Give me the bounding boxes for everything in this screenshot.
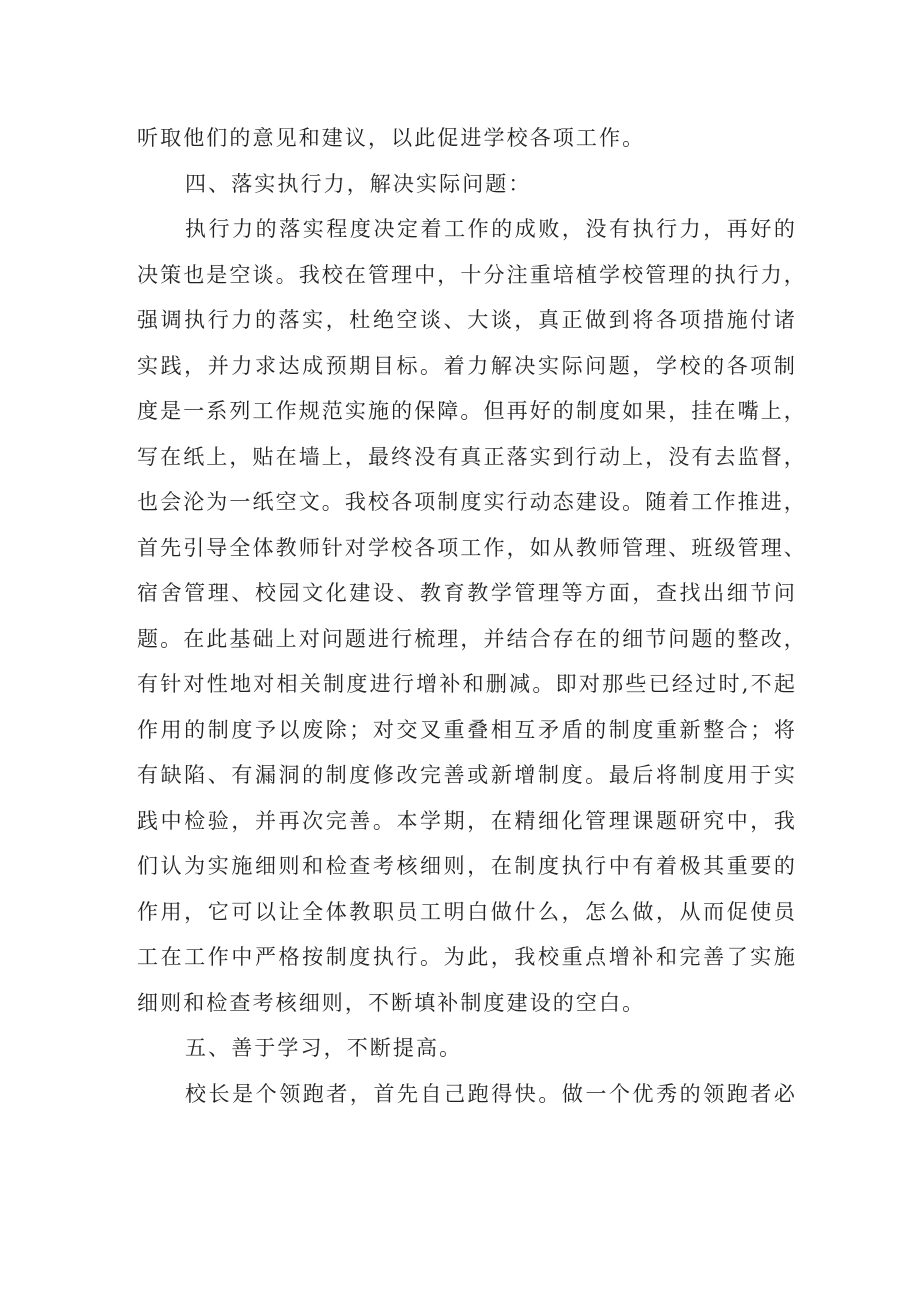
text-line: 实践，并力求达成预期目标。着力解决实际问题，学校的各项制 bbox=[137, 353, 797, 378]
text-line: 有针对性地对相关制度进行增补和删减。即对那些已经过时,不起 bbox=[137, 672, 797, 696]
text-line: 执行力的落实程度决定着工作的成败，没有执行力，再好的 bbox=[185, 217, 797, 241]
text-line: 作用的制度予以废除；对交叉重叠相互矛盾的制度重新整合；将 bbox=[137, 717, 797, 742]
text-line: 度是一系列工作规范实施的保障。但再好的制度如果，挂在嘴上， bbox=[137, 399, 807, 423]
text-line: 强调执行力的落实，杜绝空谈、大谈，真正做到将各项措施付诸 bbox=[137, 308, 797, 332]
text-line: 们认为实施细则和检查考核细则，在制度执行中有着极其重要的 bbox=[137, 854, 797, 878]
text-line: 也会沦为一纸空文。我校各项制度实行动态建设。随着工作推进， bbox=[137, 490, 807, 514]
text-line: 践中检验，并再次完善。本学期，在精细化管理课题研究中，我 bbox=[137, 808, 797, 833]
text-line: 作用，它可以让全体教职员工明白做什么，怎么做，从而促使员 bbox=[137, 899, 797, 924]
text-line: 题。在此基础上对问题进行梳理，并结合存在的细节问题的整改， bbox=[137, 626, 807, 651]
section-heading-4: 四、落实执行力，解决实际问题： bbox=[185, 171, 532, 196]
text-line: 有缺陷、有漏洞的制度修改完善或新增制度。最后将制度用于实 bbox=[137, 763, 797, 787]
section-heading-5: 五、善于学习，不断提高。 bbox=[185, 1036, 463, 1060]
body-text bbox=[137, 116, 807, 1117]
text-line: 听取他们的意见和建议，以此促进学校各项工作。 bbox=[137, 126, 646, 150]
text-line: 宿舍管理、校园文化建设、教育教学管理等方面，查找出细节问 bbox=[137, 581, 797, 605]
text-line: 写在纸上，贴在墙上，最终没有真正落实到行动上，没有去监督， bbox=[137, 444, 807, 469]
text-line: 决策也是空谈。我校在管理中，十分注重培植学校管理的执行力， bbox=[137, 262, 807, 287]
text-line: 工在工作中严格按制度执行。为此，我校重点增补和完善了实施 bbox=[137, 945, 797, 969]
text-line: 校长是个领跑者，首先自己跑得快。做一个优秀的领跑者必 bbox=[185, 1081, 797, 1106]
text-line: 细则和检查考核细则，不断填补制度建设的空白。 bbox=[137, 990, 646, 1015]
text-line: 首先引导全体教师针对学校各项工作，如从教师管理、班级管理、 bbox=[137, 535, 807, 560]
